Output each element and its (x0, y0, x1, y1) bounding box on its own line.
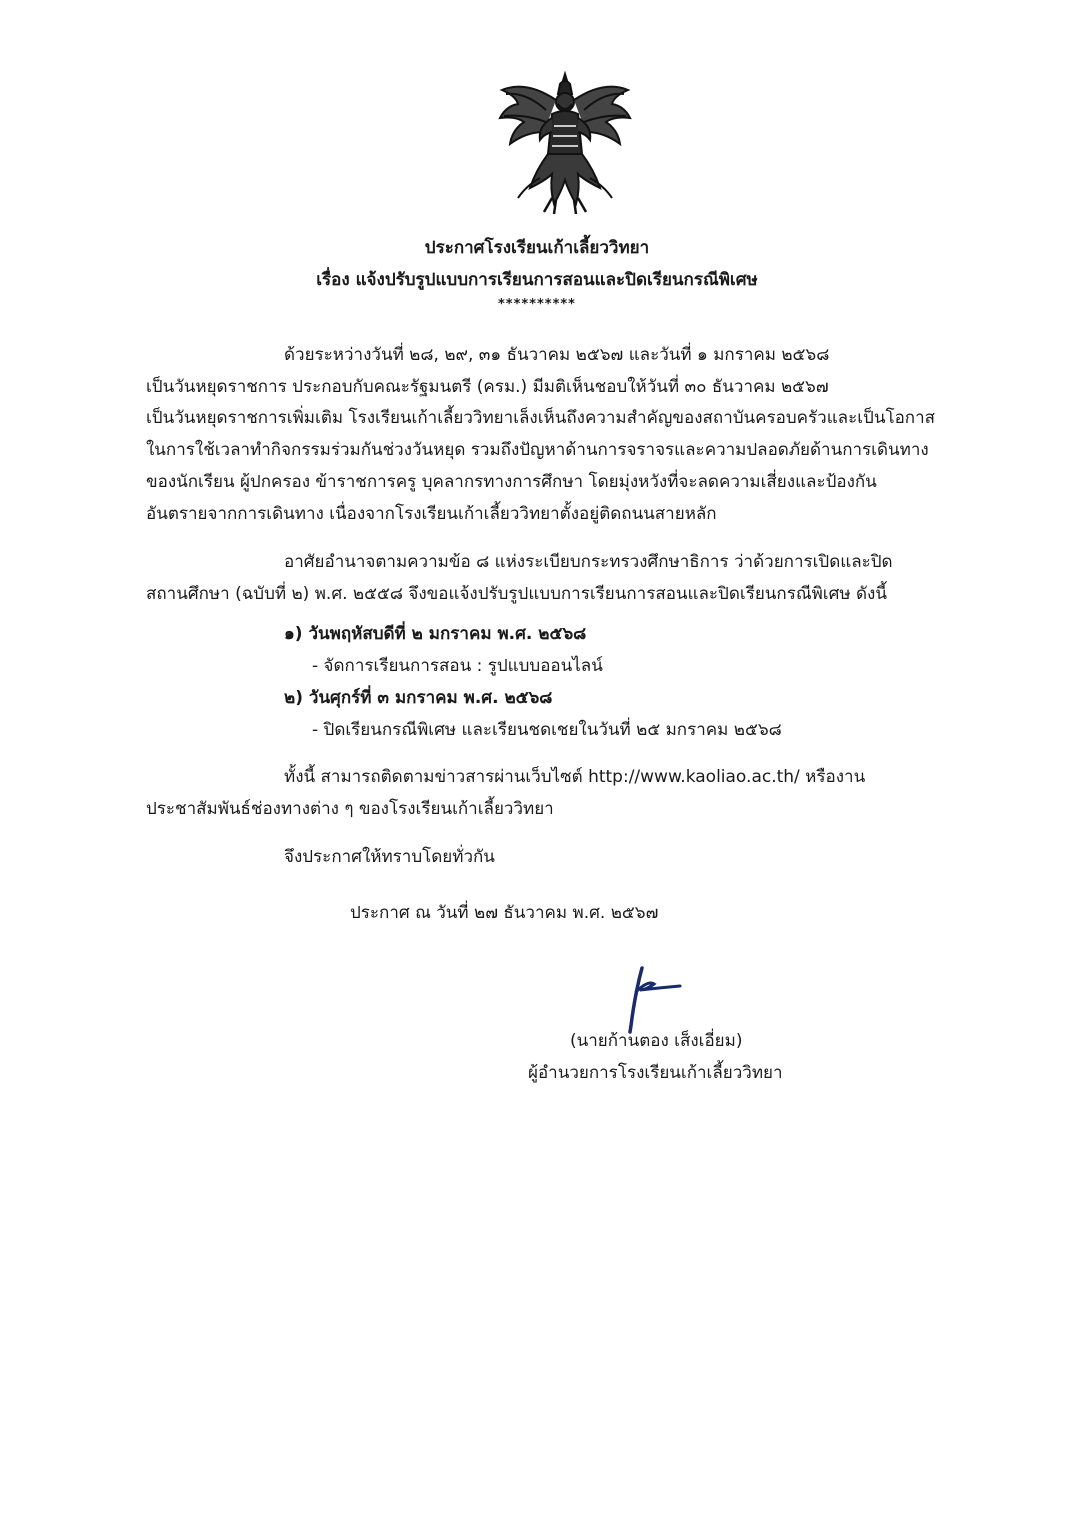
item-1-detail: - จัดการเรียนการสอน : รูปแบบออนไลน์ (312, 656, 603, 676)
announcement-date: ประกาศ ณ วันที่ ๒๗ ธันวาคม พ.ศ. ๒๕๖๗ (350, 903, 659, 923)
paragraph-line: อาศัยอำนาจตามความข้อ ๘ แห่งระเบียบกระทรวงศึกษาธิการ ว่าด้วยการเปิดและปิด (284, 552, 893, 572)
signatory-name: (นายก้านตอง เส็งเอี่ยม) (570, 1031, 743, 1051)
item-2-heading: ๒) วันศุกร์ที่ ๓ มกราคม พ.ศ. ๒๕๖๘ (284, 688, 553, 708)
item-1-heading: ๑) วันพฤหัสบดีที่ ๒ มกราคม พ.ศ. ๒๕๖๘ (284, 624, 587, 644)
paragraph-line: ทั้งนี้ สามารถติดตามข่าวสารผ่านเว็บไซต์ http://www.kaoliao.ac.th/ หรืองาน (284, 767, 866, 787)
paragraph-line: ของนักเรียน ผู้ปกครอง ข้าราชการครู บุคลากรทางการศึกษา โดยมุ่งหวังที่จะลดความเสี่ยงและป้องกัน (146, 472, 877, 492)
signatory-position: ผู้อำนวยการโรงเรียนเก้าเลี้ยววิทยา (528, 1063, 783, 1083)
paragraph-line: เป็นวันหยุดราชการ ประกอบกับคณะรัฐมนตรี (ครม.) มีมติเห็นชอบให้วันที่ ๓๐ ธันวาคม ๒๕๖๗ (146, 377, 829, 397)
paragraph-line: สถานศึกษา (ฉบับที่ ๒) พ.ศ. ๒๕๕๘ จึงขอแจ้งปรับรูปแบบการเรียนการสอนและปิดเรียนกรณีพิเศษ ดังนี้ (146, 584, 887, 604)
paragraph-line: ด้วยระหว่างวันที่ ๒๘, ๒๙, ๓๑ ธันวาคม ๒๕๖๗ และวันที่ ๑ มกราคม ๒๕๖๘ (284, 345, 830, 365)
paragraph-line: ในการใช้เวลาทำกิจกรรมร่วมกันช่วงวันหยุด รวมถึงปัญหาด้านการจราจรและความปลอดภัยด้านการเดินทาง (146, 440, 929, 460)
paragraph-line: อันตรายจากการเดินทาง เนื่องจากโรงเรียนเก้าเลี้ยววิทยาตั้งอยู่ติดถนนสายหลัก (146, 504, 717, 524)
paragraph-line: เป็นวันหยุดราชการเพิ่มเติม โรงเรียนเก้าเลี้ยววิทยาเล็งเห็นถึงความสำคัญของสถาบันครอบครัวและเป็นโอกาส (146, 408, 935, 428)
item-2-detail: - ปิดเรียนกรณีพิเศษ และเรียนชดเชยในวันที่ ๒๕ มกราคม ๒๕๖๘ (312, 720, 782, 740)
paragraph-line: ประชาสัมพันธ์ช่องทางต่าง ๆ ของโรงเรียนเก้าเลี้ยววิทยา (146, 799, 554, 819)
garuda-emblem-icon (496, 70, 634, 218)
announcement-title: ประกาศโรงเรียนเก้าเลี้ยววิทยา (424, 238, 650, 258)
announcement-subject: เรื่อง แจ้งปรับรูปแบบการเรียนการสอนและปิดเรียนกรณีพิเศษ (316, 270, 758, 290)
closing-text: จึงประกาศให้ทราบโดยทั่วกัน (284, 847, 495, 867)
separator-line: ********** (498, 297, 576, 312)
